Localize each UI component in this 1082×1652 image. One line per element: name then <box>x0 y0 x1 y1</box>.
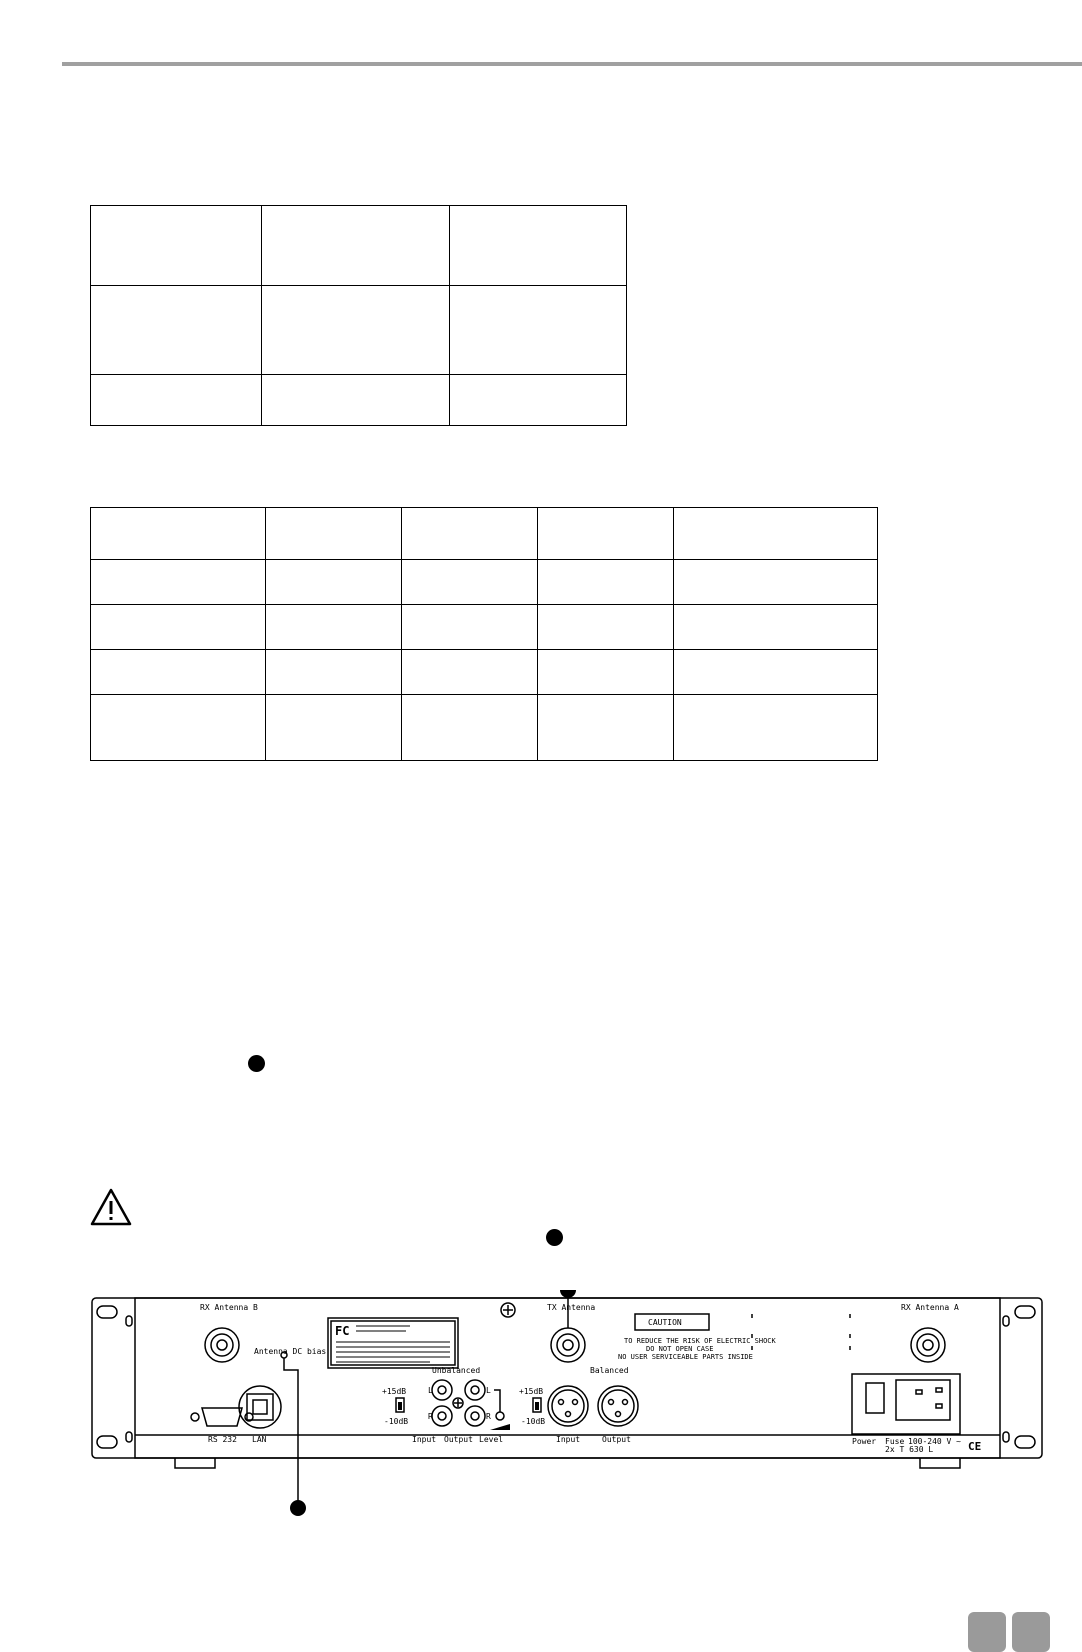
plus15db-label: +15dB <box>519 1387 544 1396</box>
table-cell <box>538 650 674 695</box>
table-cell <box>674 650 878 695</box>
caution-line-3: NO USER SERVICEABLE PARTS INSIDE <box>618 1353 753 1361</box>
rx-antenna-a-label: RX Antenna A <box>901 1303 959 1312</box>
header-rule <box>62 62 1082 66</box>
warning-icon <box>90 1188 132 1226</box>
table-cell <box>538 605 674 650</box>
callout-marker <box>546 1229 563 1246</box>
spec-table-1 <box>90 205 627 426</box>
rx-antenna-b-label: RX Antenna B <box>200 1303 258 1312</box>
table-cell <box>402 560 538 605</box>
table-cell <box>538 560 674 605</box>
rs232-label: RS 232 <box>208 1435 237 1444</box>
callout-marker <box>248 1055 265 1072</box>
table-cell <box>450 286 627 375</box>
fuse-label: Fuse <box>885 1437 905 1446</box>
page-tab <box>1012 1612 1050 1652</box>
table-cell <box>266 650 402 695</box>
table-cell <box>450 206 627 286</box>
table-cell <box>402 508 538 560</box>
balanced-label: Balanced <box>590 1366 629 1375</box>
table-cell <box>674 508 878 560</box>
table-cell <box>91 286 262 375</box>
table-cell <box>266 508 402 560</box>
table-cell <box>402 695 538 761</box>
caution-line-1: TO REDUCE THE RISK OF ELECTRIC SHOCK <box>624 1337 776 1345</box>
table-cell <box>266 560 402 605</box>
unbalanced-label: Unbalanced <box>432 1366 481 1375</box>
output-label: Output <box>602 1435 631 1444</box>
table-cell <box>402 650 538 695</box>
fcc-logo: FC <box>335 1324 350 1338</box>
table-cell <box>262 375 450 426</box>
table-cell <box>262 206 450 286</box>
right-channel-label: R <box>428 1412 433 1421</box>
fuse-rating-label: 2x T 630 L <box>885 1445 934 1454</box>
table-cell <box>266 695 402 761</box>
page-tab <box>968 1612 1006 1652</box>
lan-label: LAN <box>252 1435 267 1444</box>
level-label: Level <box>479 1435 504 1444</box>
spec-table-2 <box>90 507 878 761</box>
table-cell <box>402 605 538 650</box>
voltage-label: 100-240 V ~ <box>908 1437 961 1446</box>
table-cell <box>91 375 262 426</box>
table-cell <box>538 508 674 560</box>
table-cell <box>538 695 674 761</box>
minus10db-label: -10dB <box>384 1417 409 1426</box>
caution-line-2: DO NOT OPEN CASE <box>646 1345 714 1353</box>
plus15db-label: +15dB <box>382 1387 407 1396</box>
table-cell <box>91 560 266 605</box>
caution-label: CAUTION <box>648 1318 682 1327</box>
input-label: Input <box>556 1435 581 1444</box>
table-cell <box>91 508 266 560</box>
left-channel-label: L <box>428 1386 433 1395</box>
ce-mark: CE <box>968 1440 982 1453</box>
right-channel-label: R <box>486 1412 491 1421</box>
table-cell <box>674 560 878 605</box>
table-cell <box>91 206 262 286</box>
table-cell <box>91 650 266 695</box>
table-cell <box>266 605 402 650</box>
table-cell <box>91 605 266 650</box>
table-cell <box>674 605 878 650</box>
left-channel-label: L <box>486 1386 491 1395</box>
minus10db-label: -10dB <box>521 1417 546 1426</box>
table-cell <box>450 375 627 426</box>
output-label: Output <box>444 1435 473 1444</box>
tx-antenna-label: TX Antenna <box>547 1303 596 1312</box>
rear-panel-diagram <box>90 1290 1050 1540</box>
power-label: Power <box>852 1437 877 1446</box>
table-cell <box>674 695 878 761</box>
input-label: Input <box>412 1435 437 1444</box>
table-cell <box>91 695 266 761</box>
table-cell <box>262 286 450 375</box>
antenna-dc-bias-label: Antenna DC bias <box>254 1347 327 1356</box>
